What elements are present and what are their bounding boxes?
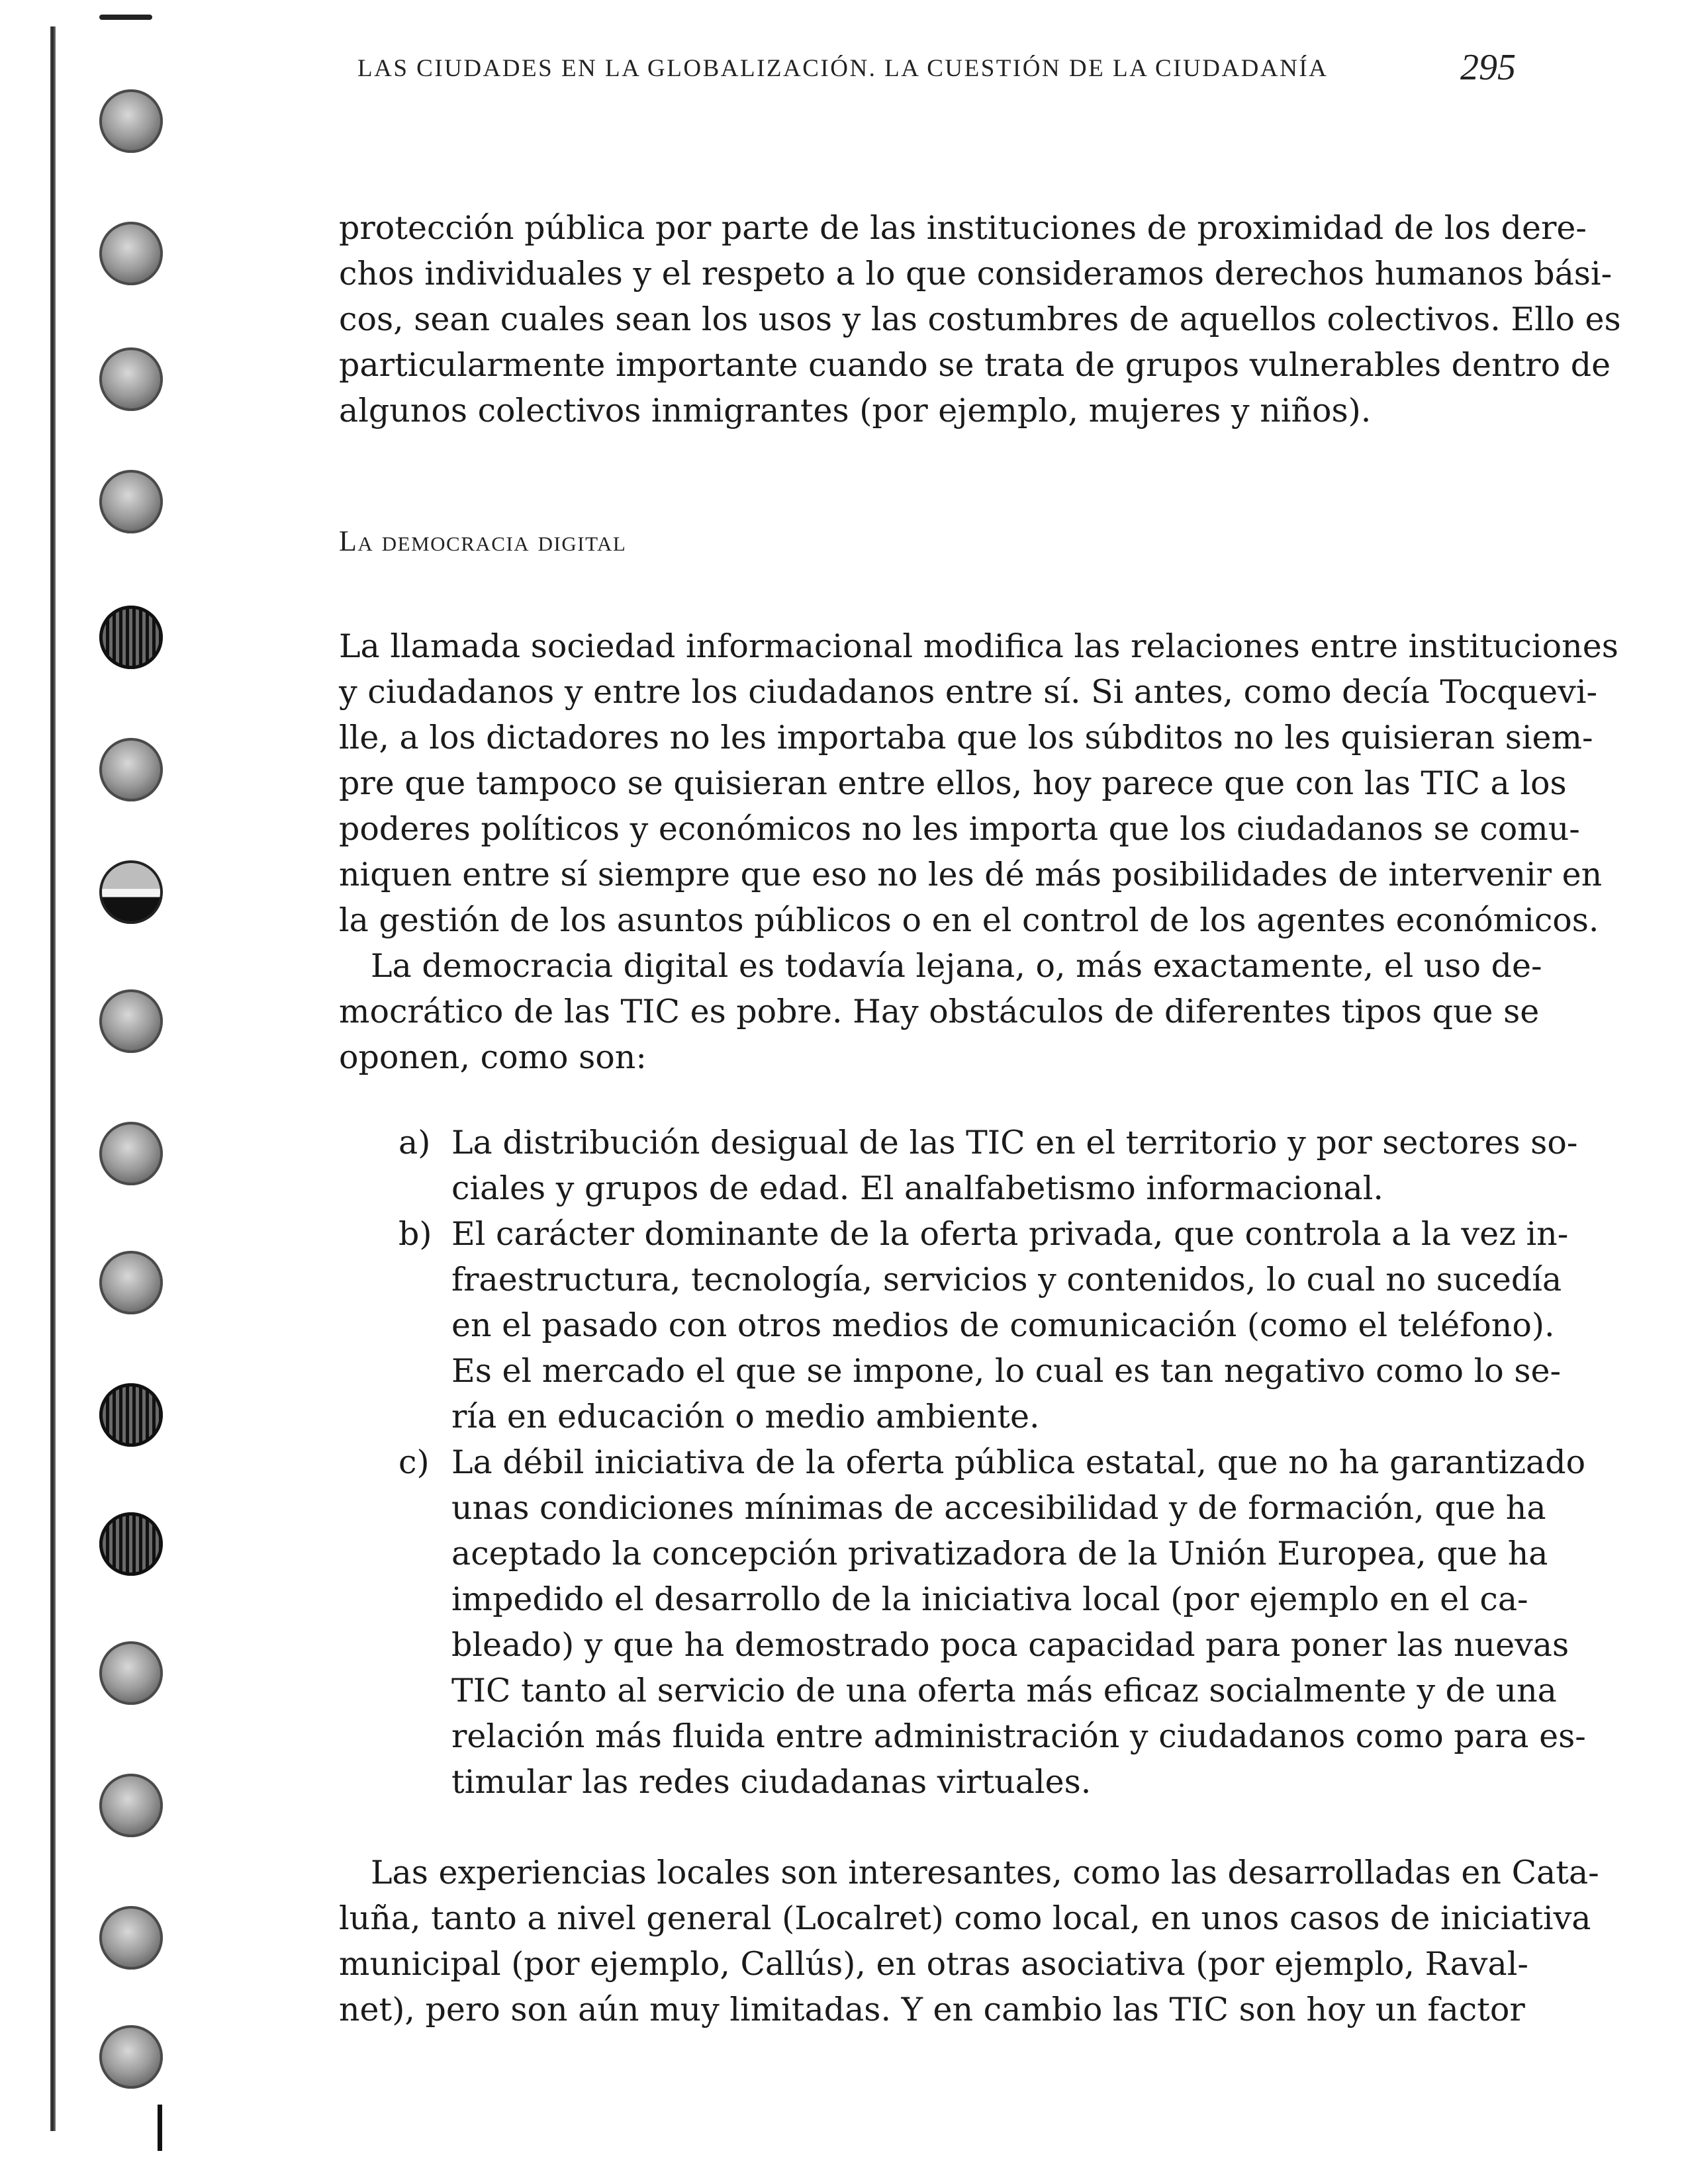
list-marker: b) [398,1215,432,1253]
list-item [398,1211,1569,1439]
running-title: LAS CIUDADES EN LA GLOBALIZACIÓN. LA CUESTIÓN DE LA CIUDADANÍA [357,55,1329,82]
text-line: TIC tanto al servicio de una oferta más eficaz socialmente y de una [451,1672,1557,1709]
text-line: La llamada sociedad informacional modifica las relaciones entre instituciones [339,627,1618,665]
binding-mark [158,2105,162,2151]
text-line: luña, tanto a nivel general (Localret) como local, en unos casos de iniciativa [339,1899,1591,1937]
text-line: net), pero son aún muy limitadas. Y en cambio las TIC son hoy un factor [339,1991,1525,2028]
binding-hole [99,2025,163,2089]
text-line: lle, a los dictadores no les importaba que los súbditos no les quisieran siem- [339,719,1593,756]
text-line: oponen, como son: [339,1038,647,1076]
paragraph [339,1850,1599,2032]
binding-hole [99,738,163,801]
text-line: niquen entre sí siempre que eso no les dé más posibilidades de intervenir en [339,856,1603,893]
list-item [398,1120,1578,1211]
text-line: algunos colectivos inmigrantes (por ejemplo, mujeres y niños). [339,392,1372,430]
text-line: poderes políticos y económicos no les importa que los ciudadanos se comu- [339,810,1580,848]
binding-hole [99,1641,163,1705]
binding-hole [99,1122,163,1185]
list-item [398,1439,1586,1805]
obstacle-list [398,1120,1586,1805]
text-line: La distribución desigual de las TIC en el territorio y por sectores so- [451,1124,1578,1161]
binding-hole [99,1774,163,1837]
binding-hole [99,470,163,533]
text-line: la gestión de los asuntos públicos o en el control de los agentes económicos. [339,901,1599,939]
text-line: La democracia digital es todavía lejana, o, más exactamente, el uso de- [371,947,1542,985]
text-line: impedido el desarrollo de la iniciativa local (por ejemplo en el ca- [451,1580,1528,1618]
text-line: municipal (por ejemplo, Callús), en otras asociativa (por ejemplo, Raval- [339,1945,1528,1983]
paragraph [339,205,1621,433]
text-line: La débil iniciativa de la oferta pública estatal, que no ha garantizado [451,1443,1586,1481]
page-number: 295 [1460,47,1516,88]
text-line: ría en educación o medio ambiente. [451,1398,1040,1435]
text-line: chos individuales y el respeto a lo que consideramos derechos humanos bási- [339,255,1613,293]
list-marker: c) [398,1443,430,1481]
text-line: timular las redes ciudadanas virtuales. [451,1763,1092,1801]
running-head [357,46,1516,99]
text-line: bleado) y que ha demostrado poca capacidad para poner las nuevas [451,1626,1569,1664]
paragraph [339,623,1618,1080]
text-line: unas condiciones mínimas de accesibilidad y de formación, que ha [451,1489,1546,1527]
text-line: Es el mercado el que se impone, lo cual es tan negativo como lo se- [451,1352,1562,1390]
text-line: El carácter dominante de la oferta privada, que controla a la vez in- [451,1215,1569,1253]
binding-hole [99,989,163,1053]
list-marker: a) [398,1124,431,1161]
text-line: relación más fluida entre administración y ciudadanos como para es- [451,1717,1586,1755]
section-heading [339,524,626,558]
text-line: mocrático de las TIC es pobre. Hay obstáculos de diferentes tipos que se [339,993,1540,1030]
text-line: ciales y grupos de edad. El analfabetismo informacional. [451,1169,1383,1207]
text-line: pre que tampoco se quisieran entre ellos, hoy parece que con las TIC a los [339,764,1567,802]
binding-mark [99,15,152,20]
binding-hole [99,222,163,285]
text-line: aceptado la concepción privatizadora de la Unión Europea, que ha [451,1535,1548,1572]
section-heading-text: La democracia digital [339,525,627,557]
text-line: particularmente importante cuando se trata de grupos vulnerables dentro de [339,346,1611,384]
binding-hole [99,347,163,411]
text-line: protección pública por parte de las instituciones de proximidad de los dere- [339,209,1587,247]
text-line: fraestructura, tecnología, servicios y contenidos, lo cual no sucedía [451,1261,1562,1298]
binding-hole [99,1512,163,1576]
binding-hole [99,1906,163,1970]
binding-edge [50,26,56,2131]
binding-hole [99,89,163,153]
text-line: cos, sean cuales sean los usos y las costumbres de aquellos colectivos. Ello es [339,300,1621,338]
text-line: en el pasado con otros medios de comunicación (como el teléfono). [451,1306,1555,1344]
binding-hole [99,860,163,924]
binding-hole [99,1383,163,1447]
text-line: Las experiencias locales son interesantes, como las desarrolladas en Cata- [371,1854,1599,1891]
binding-hole [99,606,163,669]
text-line: y ciudadanos y entre los ciudadanos entre sí. Si antes, como decía Tocquevi- [339,673,1598,711]
binding-hole [99,1251,163,1314]
